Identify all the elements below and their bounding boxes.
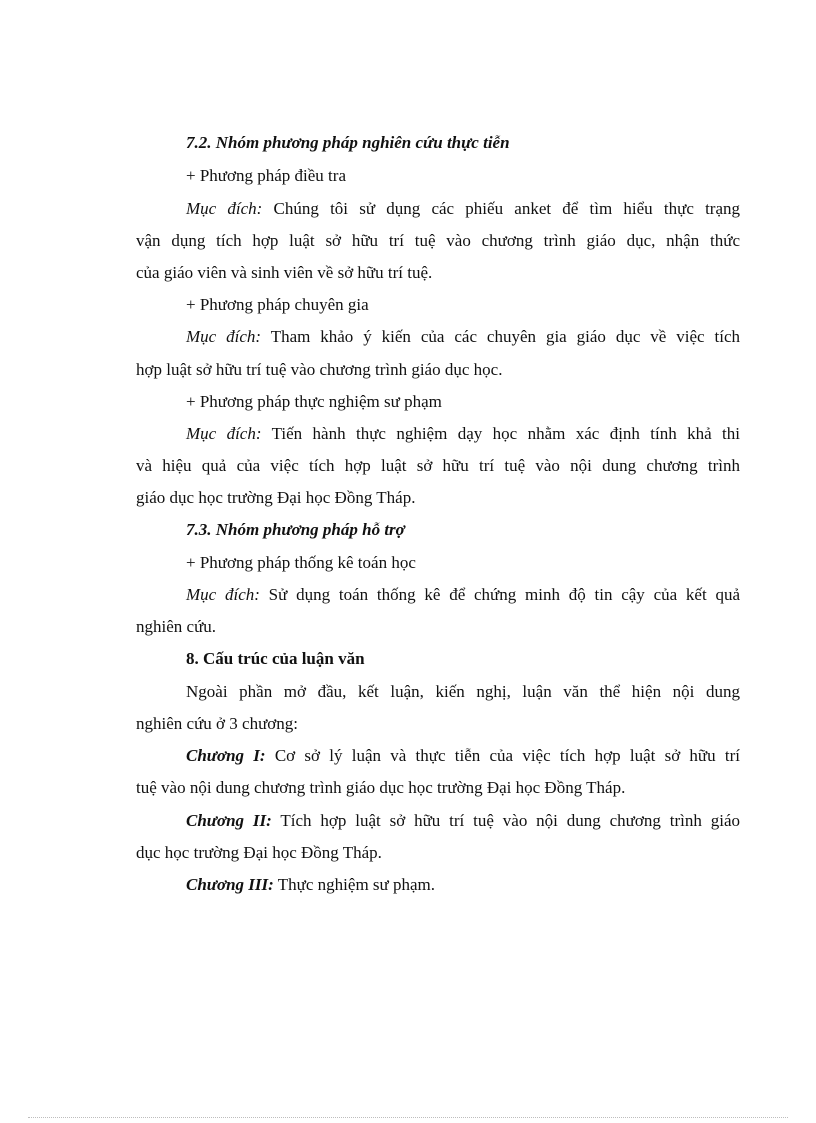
structure-intro-line-2: nghiên cứu ở 3 chương: bbox=[136, 714, 298, 733]
section-8-heading: 8. Cấu trúc của luận văn bbox=[186, 649, 365, 668]
method-experiment-purpose-line-3: giáo dục học trường Đại học Đồng Tháp. bbox=[136, 488, 416, 507]
paragraph-text: Cơ sở lý luận và thực tiễn của việc tích hợp luật sở hữu trí bbox=[274, 746, 740, 765]
paragraph-text: Tham khảo ý kiến của các chuyên gia giáo dục về việc tích bbox=[270, 327, 740, 346]
method-survey-purpose-line-3: của giáo viên và sinh viên về sở hữu trí tuệ. bbox=[136, 263, 433, 282]
page-bottom-divider bbox=[28, 1117, 788, 1118]
method-expert-title: + Phương pháp chuyên gia bbox=[186, 295, 369, 314]
chapter-1-line-1 bbox=[186, 745, 740, 767]
chapter-2-line-1 bbox=[186, 810, 740, 832]
purpose-label: Mục đích: bbox=[186, 327, 262, 346]
chapter-1-line-2: tuệ vào nội dung chương trình giáo dục học trường Đại học Đồng Tháp. bbox=[136, 778, 626, 797]
method-expert-purpose-line-1 bbox=[186, 326, 740, 348]
method-statistics-purpose-line-2: nghiên cứu. bbox=[136, 617, 217, 636]
method-survey-title: + Phương pháp điều tra bbox=[186, 166, 346, 185]
method-statistics-title: + Phương pháp thống kê toán học bbox=[186, 553, 416, 572]
purpose-label: Mục đích: bbox=[186, 199, 263, 218]
method-statistics-purpose-line-1 bbox=[186, 584, 740, 606]
method-experiment-title: + Phương pháp thực nghiệm sư phạm bbox=[186, 392, 442, 411]
paragraph-text: Thực nghiệm sư phạm. bbox=[277, 875, 436, 894]
method-experiment-purpose-line-2: và hiệu quả của việc tích hợp luật sở hữu trí tuệ vào nội dung chương trình bbox=[136, 456, 740, 475]
method-experiment-purpose-line-1 bbox=[186, 423, 740, 445]
section-7-3-heading: 7.3. Nhóm phương pháp hỗ trợ bbox=[186, 520, 405, 539]
paragraph-text: Tích hợp luật sở hữu trí tuệ vào nội dung chương trình giáo bbox=[280, 811, 740, 830]
paragraph-text: Sử dụng toán thống kê để chứng minh độ tin cậy của kết quả bbox=[268, 585, 740, 604]
paragraph-text: Chúng tôi sử dụng các phiếu anket để tìm hiểu thực trạng bbox=[273, 199, 740, 218]
purpose-label: Mục đích: bbox=[186, 585, 260, 604]
chapter-label: Chương III: bbox=[186, 875, 274, 894]
chapter-label: Chương I: bbox=[186, 746, 266, 765]
chapter-label: Chương II: bbox=[186, 811, 272, 830]
structure-intro-line-1: Ngoài phần mở đầu, kết luận, kiến nghị, luận văn thể hiện nội dung bbox=[186, 682, 740, 701]
paragraph-text: Tiến hành thực nghiệm dạy học nhằm xác định tính khả thi bbox=[271, 424, 740, 443]
method-survey-purpose-line-2: vận dụng tích hợp luật sở hữu trí tuệ vào chương trình giáo dục, nhận thức bbox=[136, 231, 740, 250]
method-survey-purpose-line-1 bbox=[186, 198, 740, 220]
chapter-3-line-1 bbox=[186, 874, 740, 896]
purpose-label: Mục đích: bbox=[186, 424, 262, 443]
method-expert-purpose-line-2: hợp luật sở hữu trí tuệ vào chương trình giáo dục học. bbox=[136, 360, 503, 379]
chapter-2-line-2: dục học trường Đại học Đồng Tháp. bbox=[136, 843, 382, 862]
section-7-2-heading: 7.2. Nhóm phương pháp nghiên cứu thực tiễn bbox=[186, 133, 510, 152]
